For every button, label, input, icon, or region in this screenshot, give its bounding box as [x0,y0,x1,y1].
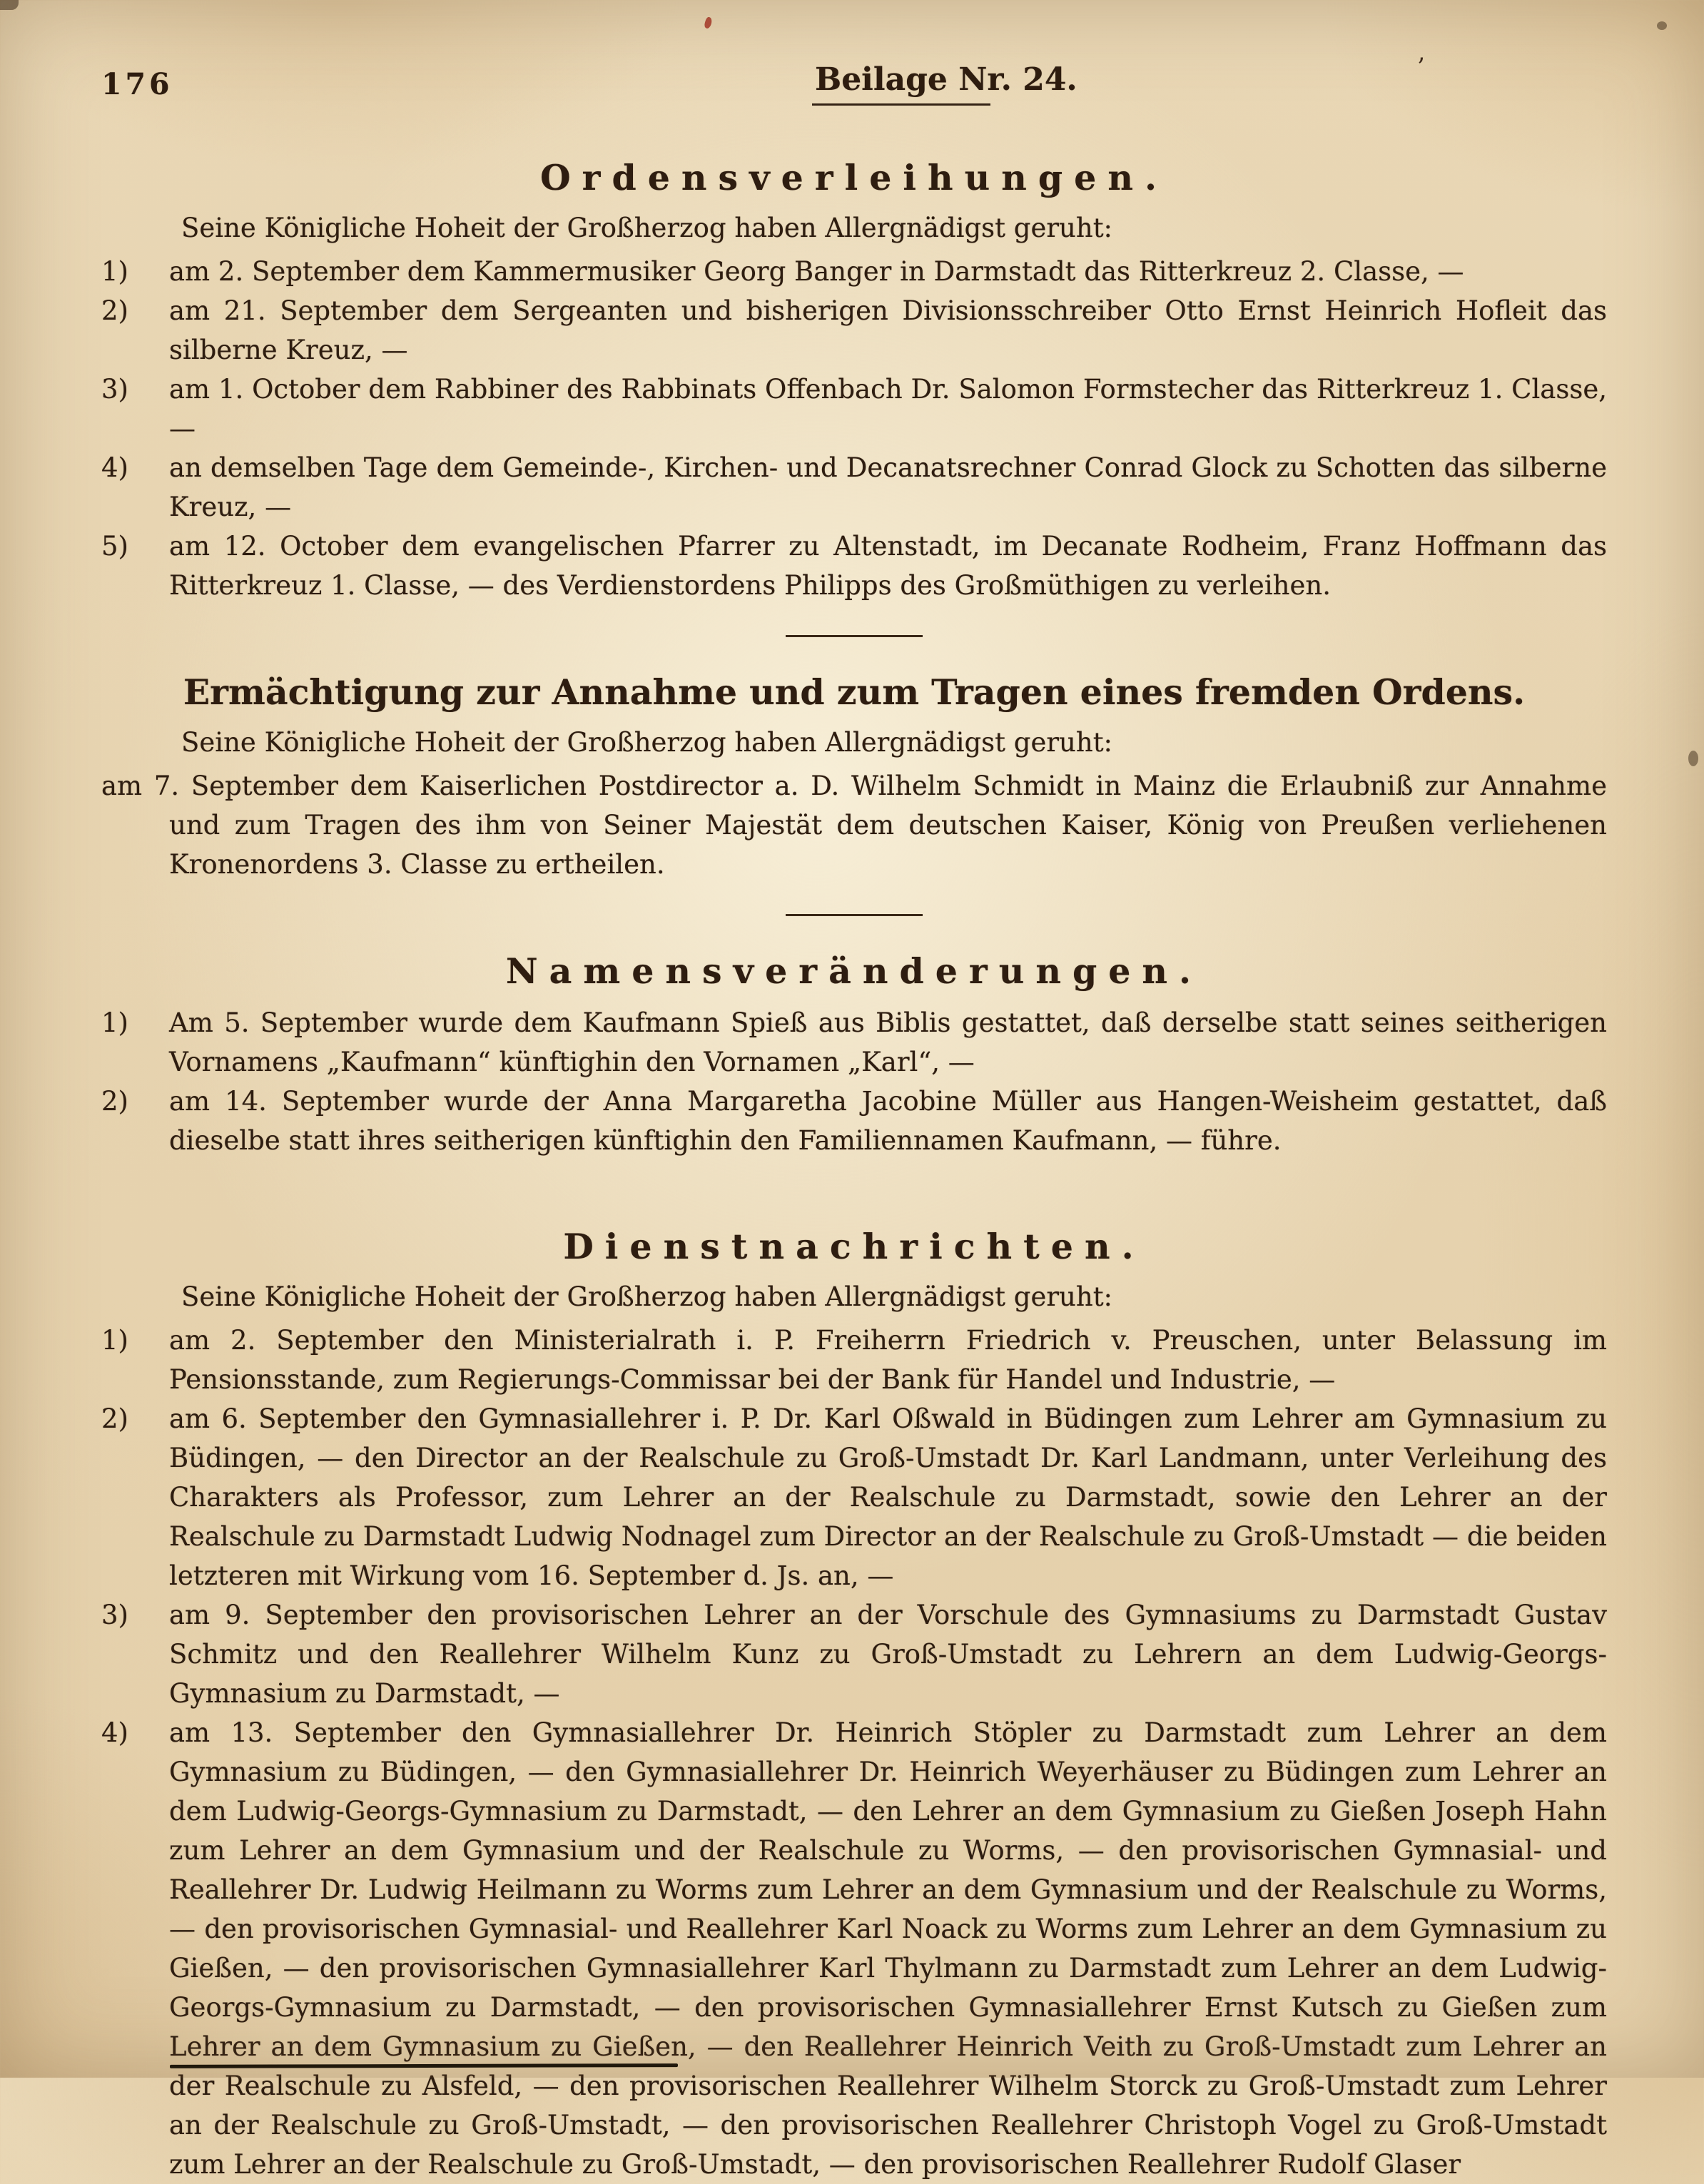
item-text: am 12. October dem evangelischen Pfarrer zu Altenstadt, im Decanate Rodheim, Franz Hoffmann das Ritterkreuz 1. Classe, — des Verdienstordens Philipps des Großmüthigen zu verleihen. [169,531,1607,601]
item-text: Am 5. September wurde dem Kaufmann Spieß aus Biblis gestattet, daß derselbe statt seines seitherigen Vornamens „Kaufmann“ künftighin den Vornamen „Karl“, — [169,1007,1607,1077]
item-text: am 21. September dem Sergeanten und bisherigen Divisionsschreiber Otto Ernst Heinrich Hofleit das silberne Kreuz, — [169,295,1607,365]
section-intro: Seine Königliche Hoheit der Großherzog haben Allergnädigst geruht: [181,727,1113,758]
section-service-news [101,1226,1607,2184]
masthead-rule [812,103,990,106]
item-text: am 2. September den Ministerialrath i. P. Freiherrn Friedrich v. Preuschen, unter Belassung im Pensionsstande, zum Regierungs-Commissar bei der Bank für Handel und Industrie, — [169,1325,1607,1395]
section-foreign-order [101,671,1607,884]
masthead [815,61,1077,106]
item-text: am 13. September den Gymnasiallehrer Dr. Heinrich Stöpler zu Darmstadt zum Lehrer an dem Gymnasium zu Büdingen, — den Gymnasiallehrer Dr. Heinrich Weyerhäuser zu Büdingen zum Lehrer an dem Ludwig-Georgs-Gymnasium zu Darmstadt, — den Lehrer an dem Gymnasium zu Gießen Joseph Hahn zum Lehrer an dem Gymnasium und der Realschule zu Worms, — den provisorischen Gymnasial- und Reallehrer Dr. Ludwig Heilmann zu Worms zum Lehrer an dem Gymnasium und der Realschule zu Worms, — den provisorischen Gymnasial- und Reallehrer Karl Noack zu Worms zum Lehrer an dem Gymnasium zu Gießen, — den provisorischen Gymnasiallehrer Karl Thylmann zu Darmstadt zum Lehrer an dem Ludwig-Georgs-Gymnasium zu Darmstadt, — den provisorischen Gymnasiallehrer Ernst Kutsch zu Gießen zum Lehrer an dem Gymnasium zu Gießen, — den Reallehrer Heinrich Veith zu Groß-Umstadt zum Lehrer an der Realschule zu Alsfeld, — den provisorischen Reallehrer Wilhelm Storck zu Groß-Umstadt zum Lehrer an der Realschule zu Groß-Umstadt, — den provisorischen Reallehrer Christoph Vogel zu Groß-Umstadt zum Lehrer an der Realschule zu Groß-Umstadt, — den provisorischen Reallehrer Rudolf Glaser [169,1717,1607,2180]
item-number: 3) [101,374,128,405]
section-title: Dienstnachrichten. [563,1226,1145,1267]
item-text: am 2. September dem Kammermusiker Georg Banger in Darmstadt das Ritterkreuz 2. Classe, — [169,256,1464,287]
section-divider [786,914,923,916]
section-orders [101,157,1607,605]
list-item [101,1003,1607,1082]
section-intro: Seine Königliche Hoheit der Großherzog haben Allergnädigst geruht: [181,213,1113,243]
list-item [101,1713,1607,2184]
section-title: Namensveränderungen. [505,950,1203,992]
section-divider [786,635,923,637]
masthead-title: Beilage Nr. 24. [815,61,1077,98]
section-name-changes [101,950,1607,1160]
item-number: 2) [101,295,128,326]
section-intro: Seine Königliche Hoheit der Großherzog haben Allergnädigst geruht: [181,1281,1113,1312]
page-number: 176 [101,67,173,101]
item-text: am 6. September den Gymnasiallehrer i. P. Dr. Karl Oßwald in Büdingen zum Lehrer am Gymnasium zu Büdingen, — den Director an der Realschule zu Groß-Umstadt Dr. Karl Landmann, unter Verleihung des Charakters als Professor, zum Lehrer an der Realschule zu Darmstadt, sowie den Lehrer an der Realschule zu Darmstadt Ludwig Nodnagel zum Director an der Realschule zu Groß-Umstadt — die beiden letzteren mit Wirkung vom 16. September d. Js. an, — [169,1403,1607,1591]
name-changes-list [101,1003,1607,1160]
page-header [101,51,1607,130]
item-number: 1) [101,1007,128,1038]
list-item [101,1321,1607,1399]
list-item [101,527,1607,605]
section-paragraph: am 7. September dem Kaiserlichen Postdirector a. D. Wilhelm Schmidt in Mainz die Erlaubniß zur Annahme und zum Tragen des ihm von Seiner Majestät dem deutschen Kaiser, König von Preußen verliehenen Kronenordens 3. Classe zu ertheilen. [101,771,1607,880]
item-text: an demselben Tage dem Gemeinde-, Kirchen- und Decanatsrechner Conrad Glock zu Schotten das silberne Kreuz, — [169,452,1607,522]
list-item [101,1399,1607,1595]
scan-tick-mark: ’ [1417,53,1425,81]
item-number: 4) [101,1717,128,1748]
service-news-list [101,1321,1607,2184]
item-number: 3) [101,1600,128,1630]
item-number: 1) [101,1325,128,1356]
item-number: 5) [101,531,128,562]
item-number: 4) [101,452,128,483]
section-title: Ordensverleihungen. [539,157,1168,198]
item-number: 1) [101,256,128,287]
list-item [101,252,1607,291]
orders-list [101,252,1607,605]
item-text: am 14. September wurde der Anna Margaretha Jacobine Müller aus Hangen-Weisheim gestattet, daß dieselbe statt ihres seitherigen künftighin den Familiennamen Kaufmann, — führe. [169,1086,1607,1156]
item-text: am 1. October dem Rabbiner des Rabbinats Offenbach Dr. Salomon Formstecher das Ritterkreuz 1. Classe, — [169,374,1607,444]
list-item [101,1082,1607,1160]
item-number: 2) [101,1086,128,1117]
item-text: am 9. September den provisorischen Lehrer an der Vorschule des Gymnasiums zu Darmstadt Gustav Schmitz und den Reallehrer Wilhelm Kunz zu Groß-Umstadt zu Lehrern an dem Ludwig-Georgs-Gymnasium zu Darmstadt, — [169,1600,1607,1709]
list-item [101,370,1607,448]
item-number: 2) [101,1403,128,1434]
list-item [101,448,1607,527]
section-title: Ermächtigung zur Annahme und zum Tragen eines fremden Ordens. [183,671,1526,713]
list-item [101,291,1607,370]
list-item [101,1595,1607,1713]
